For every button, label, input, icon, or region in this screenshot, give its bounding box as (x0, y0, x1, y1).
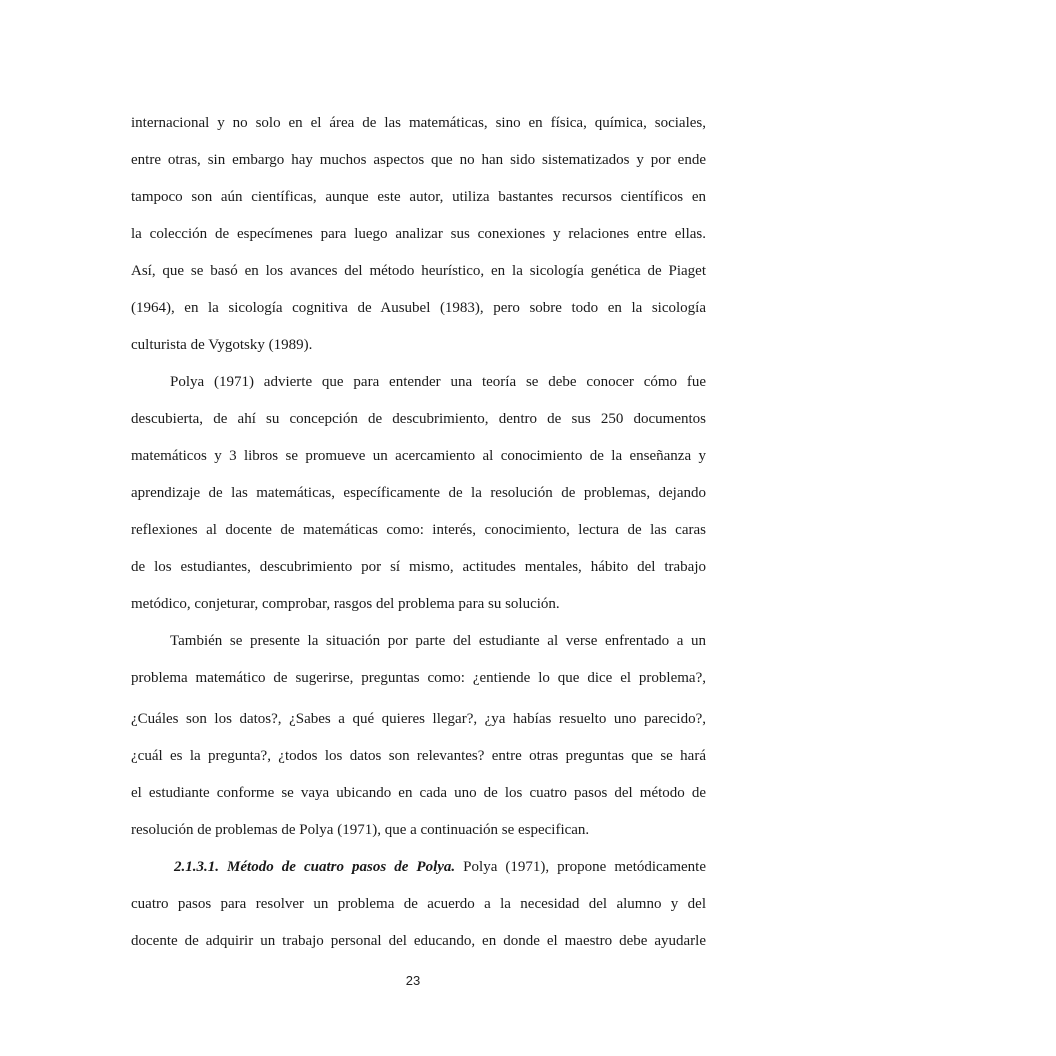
section-heading: 2.1.3.1. Método de cuatro pasos de Polya. (174, 859, 456, 875)
text-line: cuatro pasos para resolver un problema de acuerdo a la necesidad del alumno y del (131, 896, 706, 912)
text-line: (1964), en la sicología cognitiva de Ausubel (1983), pero sobre todo en la sicología (131, 300, 706, 316)
text-line: problema matemático de sugerirse, preguntas como: ¿entiende lo que dice el problema?, (131, 670, 706, 686)
text-line: resolución de problemas de Polya (1971), que a continuación se especifican. (131, 822, 590, 838)
paragraph-first-line: También se presente la situación por parte del estudiante al verse enfrentado a un (170, 633, 706, 649)
text-line: de los estudiantes, descubrimiento por sí mismo, actitudes mentales, hábito del trabajo (131, 559, 706, 575)
text-line: descubierta, de ahí su concepción de descubrimiento, dentro de sus 250 documentos (131, 411, 706, 427)
text-line: reflexiones al docente de matemáticas como: interés, conocimiento, lectura de las caras (131, 522, 706, 538)
text-line: Así, que se basó en los avances del método heurístico, en la sicología genética de Piaget (131, 263, 706, 279)
text-line: culturista de Vygotsky (1989). (131, 337, 313, 353)
text-line: matemáticos y 3 libros se promueve un acercamiento al conocimiento de la enseñanza y (131, 448, 706, 464)
text-line: ¿cuál es la pregunta?, ¿todos los datos son relevantes? entre otras preguntas que se hará (131, 748, 706, 764)
text-line: internacional y no solo en el área de las matemáticas, sino en física, química, sociales, (131, 115, 706, 131)
text-line: la colección de especímenes para luego analizar sus conexiones y relaciones entre ellas. (131, 226, 706, 242)
text-line: metódico, conjeturar, comprobar, rasgos del problema para su solución. (131, 596, 560, 612)
page-body (131, 108, 706, 963)
section-heading-line (131, 852, 706, 889)
text-line: entre otras, sin embargo hay muchos aspectos que no han sido sistematizados y por ende (131, 152, 706, 168)
text-line: aprendizaje de las matemáticas, específicamente de la resolución de problemas, dejando (131, 485, 706, 501)
page-number: 23 (405, 973, 421, 988)
heading-line-text: Polya (1971), propone metódicamente (455, 859, 706, 875)
paragraph-first-line: Polya (1971) advierte que para entender una teoría se debe conocer cómo fue (170, 374, 706, 390)
text-line: tampoco son aún científicas, aunque este autor, utiliza bastantes recursos científicos en (131, 189, 706, 205)
text-line: el estudiante conforme se vaya ubicando en cada uno de los cuatro pasos del método de (131, 785, 706, 801)
text-line: ¿Cuáles son los datos?, ¿Sabes a qué quieres llegar?, ¿ya habías resuelto uno parecido?, (131, 711, 706, 727)
text-line: docente de adquirir un trabajo personal del educando, en donde el maestro debe ayudarle (131, 933, 706, 949)
